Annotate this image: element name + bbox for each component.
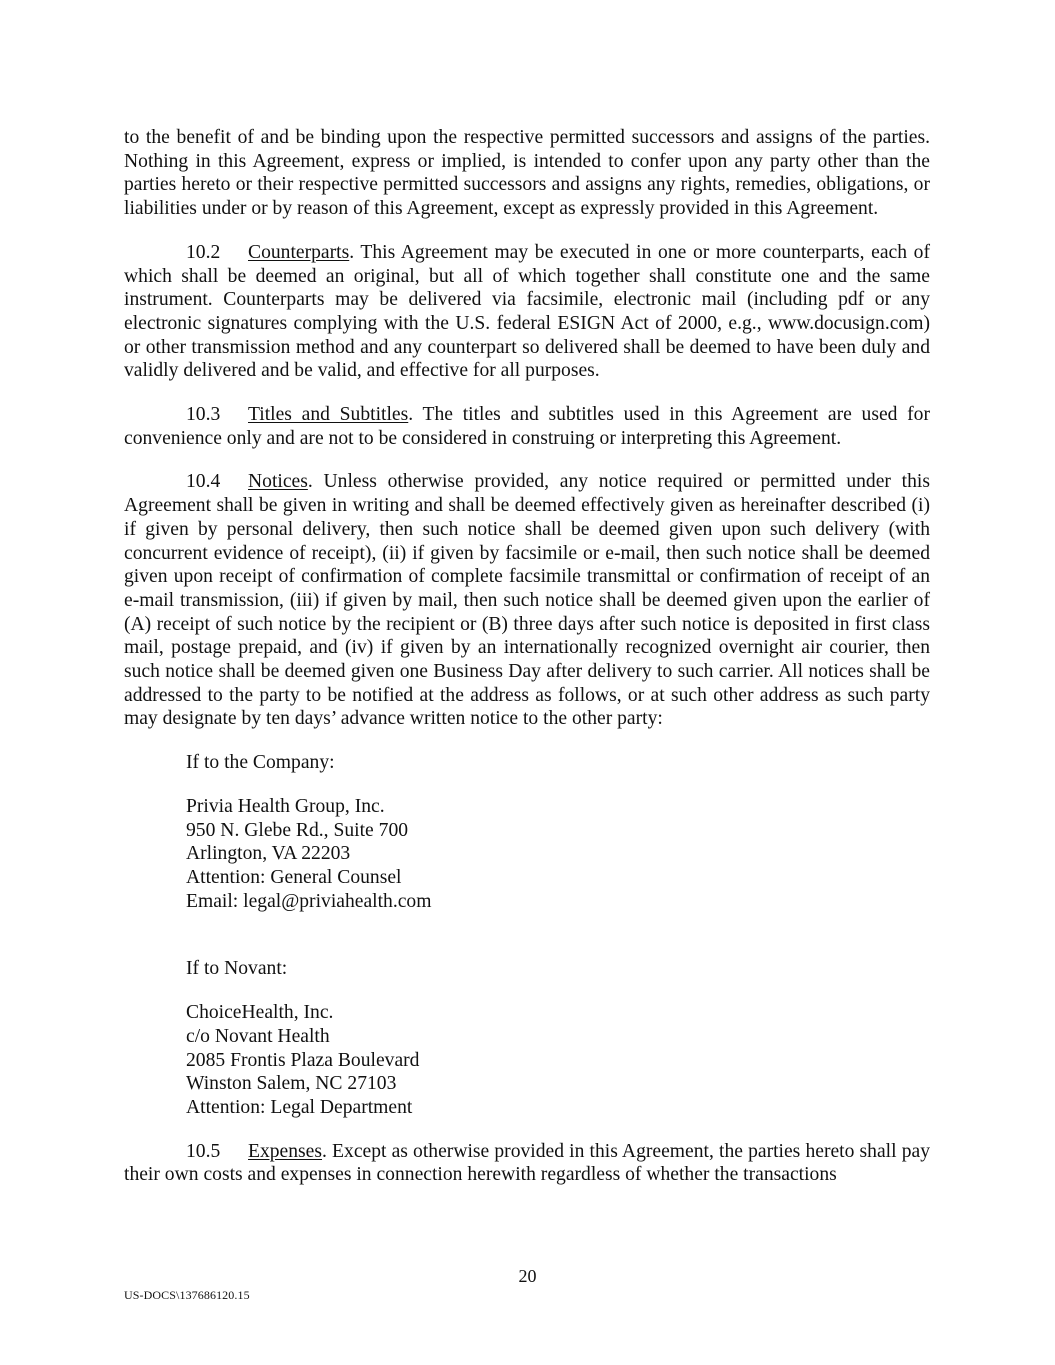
section-title: Notices — [248, 471, 308, 493]
section-text: . The titles and subtitles used in this Agreement are used for convenience only and are not to be considered in construing or interpreting this Agreement. — [124, 404, 931, 449]
novant-notice-heading: If to Novant: — [186, 958, 288, 980]
address-line: c/o Novant Health — [186, 1025, 330, 1047]
section-text: . This Agreement may be executed in one or more counterparts, each of which shall be deemed an original, but all of which together shall constitute one and the same instrument. Counterparts may be delivered via facsimile, electronic mail (including pdf or any electronic signatures complying with the U.S. federal ESIGN Act of 2000, e.g., www.docusign.com) or other transmission method and any counterpart so delivered shall be deemed to have been duly and validly delivered and be valid, and effective for all purposes. — [124, 241, 930, 382]
address-line: 2085 Frontis Plaza Boulevard — [186, 1049, 420, 1071]
section-title: Titles and Subtitles — [248, 404, 409, 426]
continuation-paragraph: to the benefit of and be binding upon the respective permitted successors and assigns of the parties. Nothing in this Agreement, express or implied, is intended to confer upon any party other than the parties hereto or their respective permitted successors and assigns any rights, remedies, obligations, or liabilities under or by reason of this Agreement, except as expressly provided in this Agreement. — [124, 127, 930, 220]
address-line: Email: legal@priviahealth.com — [186, 890, 432, 912]
address-line: ChoiceHealth, Inc. — [186, 1002, 334, 1024]
address-line: Privia Health Group, Inc. — [186, 795, 385, 817]
section-10-3 — [124, 403, 930, 450]
address-line: Attention: Legal Department — [186, 1096, 413, 1118]
section-10-5 — [124, 1140, 930, 1187]
address-line: Winston Salem, NC 27103 — [186, 1073, 397, 1095]
section-number: 10.2 — [186, 241, 221, 263]
section-number: 10.4 — [186, 471, 221, 493]
document-page — [124, 126, 930, 1207]
page-number: 20 — [518, 1266, 537, 1286]
section-10-2 — [124, 241, 930, 383]
novant-address-block — [186, 1001, 930, 1120]
address-line: Arlington, VA 22203 — [186, 843, 351, 865]
section-10-4 — [124, 470, 930, 731]
section-text: . Unless otherwise provided, any notice required or permitted under this Agreement shall be given in writing and shall be deemed effectively given as hereinafter described (i) if given by personal delivery, then such notice shall be deemed given upon such delivery (with concurrent evidence of receipt), (ii) if given by facsimile or e-mail, then such notice shall be deemed given upon receipt of confirmation of complete facsimile transmittal or confirmation of receipt of an e-mail transmission, (iii) if given by mail, then such notice shall be deemed given upon the earlier of (A) receipt of such notice by the recipient or (B) three days after such notice is deposited in first class mail, postage prepaid, and (iv) if given by an internationally recognized overnight air courier, then such notice shall be deemed given one Business Day after delivery to such carrier. All notices shall be addressed to the party to be notified at the address as follows, or at such other address as such party may designate by ten days’ advance written notice to the other party: — [124, 471, 930, 730]
document-id: US-DOCS\137686120.15 — [124, 1288, 250, 1302]
address-line: Attention: General Counsel — [186, 866, 402, 888]
spacer — [124, 933, 930, 957]
address-line: 950 N. Glebe Rd., Suite 700 — [186, 819, 409, 841]
section-title: Expenses — [248, 1140, 323, 1162]
section-number: 10.5 — [186, 1140, 221, 1162]
company-address-block — [186, 795, 930, 914]
section-text: . Except as otherwise provided in this Agreement, the parties hereto shall pay their own costs and expenses in connection herewith regardless of whether the transactions — [124, 1140, 930, 1186]
section-number: 10.3 — [186, 404, 221, 426]
company-notice-heading: If to the Company: — [186, 752, 335, 774]
section-title: Counterparts — [248, 241, 350, 263]
